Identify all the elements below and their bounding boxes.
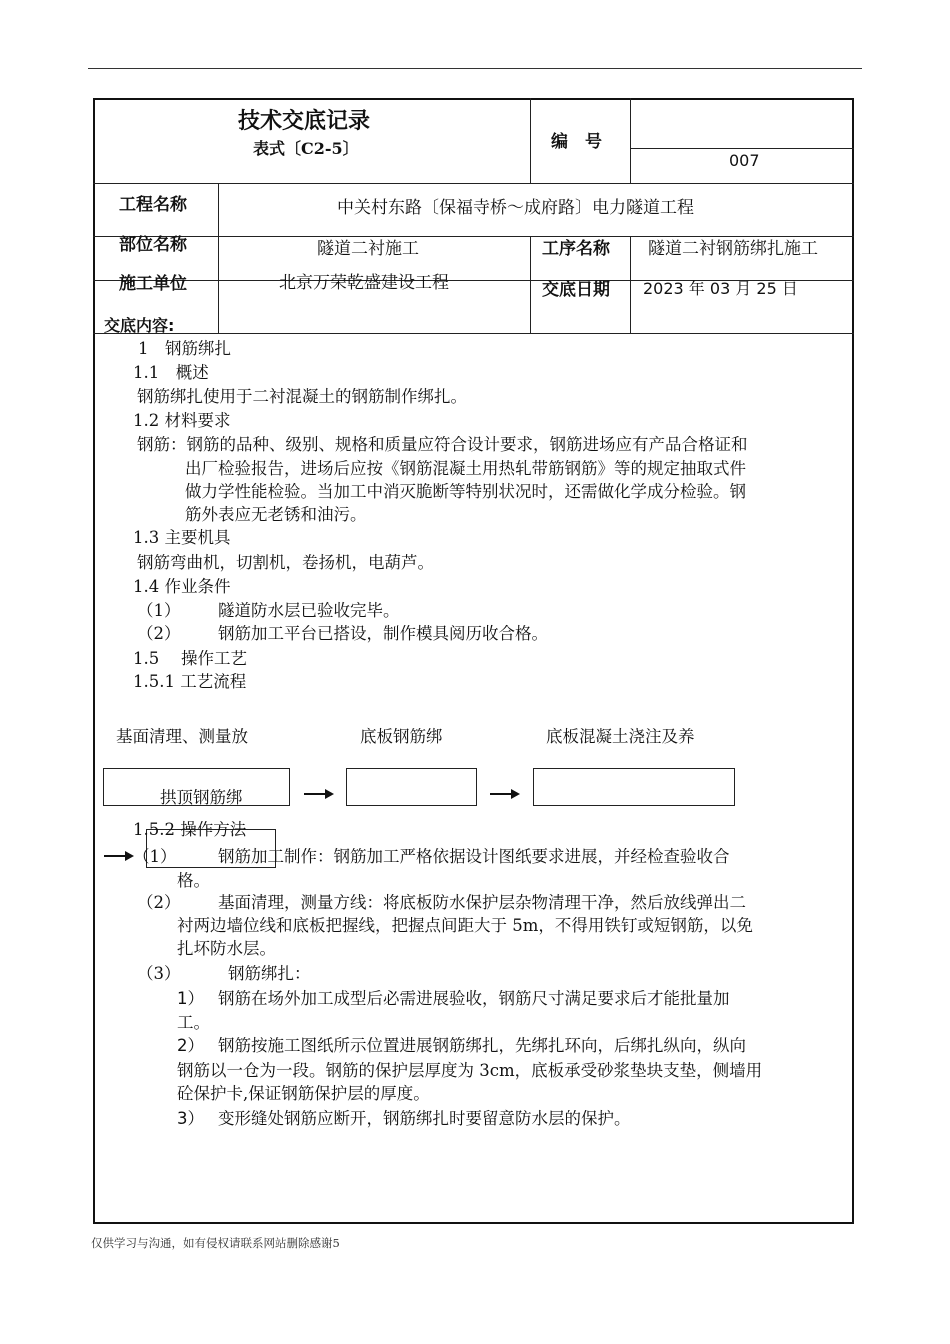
step-3-num: 3） — [177, 1109, 204, 1128]
unit-label: 施工单位 — [119, 274, 187, 294]
info-bottom-line — [93, 333, 854, 334]
flow-step-1-label: 基面清理、测量放 — [116, 727, 248, 746]
section-1-5-1: 1.5.1 工艺流程 — [133, 672, 247, 691]
flow-box-2 — [346, 768, 477, 806]
header-bottom-line — [93, 183, 854, 184]
method-2-text: 基面清理，测量方线：将底板防水保护层杂物清理干净，然后放线弹出二 — [218, 893, 746, 912]
method-1-text: 钢筋加工制作：钢筋加工严格依据设计图纸要求进展，并经检查验收合 — [218, 847, 730, 866]
condition-1-num: （1） — [137, 601, 181, 620]
section-1: 1 钢筋绑扎 — [138, 339, 231, 358]
flow-arrow-1 — [304, 793, 332, 795]
flow-arrow-2 — [490, 793, 518, 795]
method-2-num: （2） — [137, 893, 181, 912]
mid-col-line — [530, 236, 531, 333]
section-1-3: 1.3 主要机具 — [133, 528, 231, 547]
unit-value: 北京万荣乾盛建设工程 — [279, 273, 449, 293]
method-1-num: （1） — [133, 847, 177, 866]
flow-step-3-label: 底板混凝土浇注及养 — [546, 727, 695, 746]
number-divider — [630, 148, 854, 149]
form-title: 技术交底记录 — [238, 109, 371, 134]
condition-2-text: 钢筋加工平台已搭设，制作模具阅历收合格。 — [218, 624, 548, 643]
step-2-text-3: 砼保护卡,保证钢筋保护层的厚度。 — [177, 1084, 430, 1103]
material-text: 钢筋：钢筋的品种、级别、规格和质量应符合设计要求，钢筋进场应有产品合格证和 — [137, 435, 748, 454]
step-1-text-2: 工。 — [177, 1013, 210, 1032]
flow-step-4-label: 拱顶钢筋绑 — [160, 788, 243, 807]
step-1-text: 钢筋在场外加工成型后必需进展验收，钢筋尺寸满足要求后才能批量加 — [218, 989, 730, 1008]
part-value: 隧道二衬施工 — [317, 239, 419, 259]
condition-1-text: 隧道防水层已验收完毕。 — [218, 601, 400, 620]
step-2-num: 2） — [177, 1036, 204, 1055]
flow-arrow-3 — [104, 855, 132, 857]
number-label: 编 号 — [551, 132, 602, 152]
header-col-line — [530, 98, 531, 183]
step-2-text-2: 钢筋以一仓为一段。钢筋的保护层厚度为 3cm，底板承受砂浆垫块支垫，侧墙用 — [177, 1061, 763, 1080]
overview-text: 钢筋绑扎使用于二衬混凝土的钢筋制作绑扎。 — [137, 387, 467, 406]
project-value: 中关村东路〔保福寺桥～成府路〕电力隧道工程 — [337, 198, 694, 218]
project-label: 工程名称 — [119, 195, 187, 215]
process-label: 工序名称 — [542, 239, 610, 259]
step-2-text: 钢筋按施工图纸所示位置进展钢筋绑扎，先绑扎环向，后绑扎纵向，纵向 — [218, 1036, 746, 1055]
step-3-text: 变形缝处钢筋应断开，钢筋绑扎时要留意防水层的保护。 — [218, 1109, 631, 1128]
content-label: 交底内容: — [104, 316, 175, 335]
top-rule — [88, 68, 862, 69]
number-value: 007 — [729, 151, 760, 170]
part-label: 部位名称 — [119, 235, 187, 255]
method-2-text-2: 衬两边墙位线和底板把握线，把握点间距大于 5m，不得用铁钉或短钢筋，以免 — [177, 916, 753, 935]
method-2-text-3: 扎坏防水层。 — [177, 939, 276, 958]
step-1-num: 1） — [177, 989, 204, 1008]
section-1-1: 1.1 概述 — [133, 363, 209, 382]
date-value: 2023 年 03 月 25 日 — [643, 279, 798, 298]
flow-step-2-label: 底板钢筋绑 — [360, 727, 443, 746]
material-text-4: 筋外表应无老锈和油污。 — [185, 505, 367, 524]
date-label: 交底日期 — [542, 280, 610, 300]
method-3-num: （3） — [137, 964, 181, 983]
section-1-2: 1.2 材料要求 — [133, 411, 231, 430]
section-1-5-2: 1.5.2 操作方法 — [133, 820, 247, 839]
method-3-text: 钢筋绑扎： — [228, 964, 311, 983]
right-col-line — [630, 236, 631, 333]
material-text-3: 做力学性能检验。当加工中消灭脆断等特别状况时，还需做化学成分检验。钢 — [185, 482, 746, 501]
material-text-2: 出厂检验报告，进场后应按《钢筋混凝土用热轧带筋钢筋》等的规定抽取式件 — [185, 459, 746, 478]
footer-note: 仅供学习与沟通，如有侵权请联系网站删除感谢5 — [91, 1236, 340, 1250]
section-1-4: 1.4 作业条件 — [133, 577, 231, 596]
condition-2-num: （2） — [137, 624, 181, 643]
section-1-5: 1.5 操作工艺 — [133, 649, 247, 668]
process-value: 隧道二衬钢筋绑扎施工 — [648, 239, 818, 259]
label-col-line — [218, 183, 219, 333]
flow-box-3 — [533, 768, 735, 806]
method-1-text-2: 格。 — [177, 871, 210, 890]
tools-text: 钢筋弯曲机，切割机，卷扬机，电葫芦。 — [137, 553, 434, 572]
form-code: 表式〔C2-5〕 — [253, 139, 359, 158]
number-col-line — [630, 98, 631, 183]
